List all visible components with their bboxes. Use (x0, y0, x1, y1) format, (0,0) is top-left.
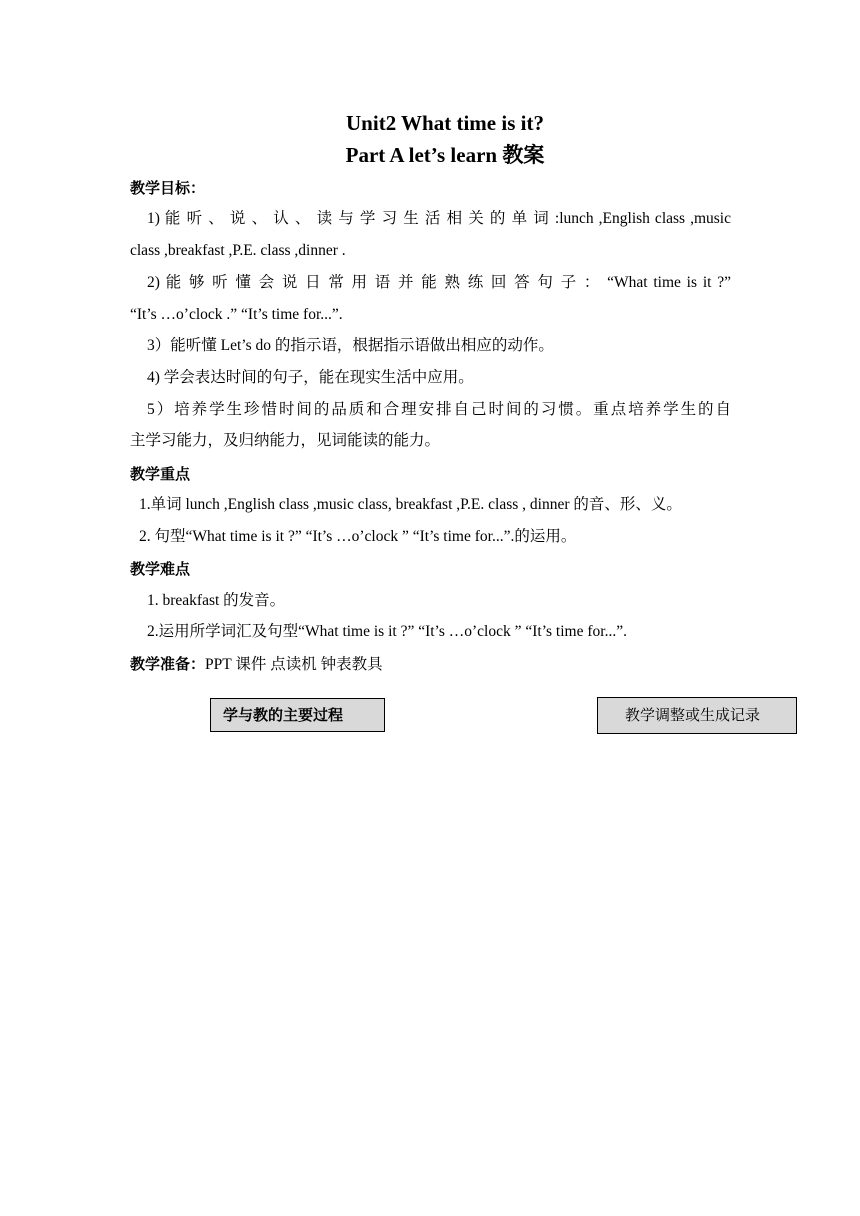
key-point-item-2: 2. 句型“What time is it ?” “It’s …o’clock ” “It’s time for...”.的运用。 (139, 528, 577, 545)
difficulty-item-2: 2.运用所学词汇及句型“What time is it ?” “It’s …o’clock ” “It’s time for...”. (147, 623, 627, 640)
objective-item-5-line-2: 主学习能力，及归纳能力，见词能读的能力。 (130, 432, 441, 449)
objective-item-4: 4) 学会表达时间的句子，能在现实生活中应用。 (147, 369, 474, 386)
key-point-item-1: 1.单词 lunch ,English class ,music class, breakfast ,P.E. class , dinner 的音、形、义。 (139, 496, 682, 513)
process-box: 学与教的主要过程 (210, 698, 385, 732)
preparation-label: 教学准备： (130, 655, 206, 673)
objectives-heading: 教学目标： (130, 179, 206, 197)
difficulty-item-1: 1. breakfast 的发音。 (147, 592, 286, 609)
difficulties-heading: 教学难点 (130, 560, 191, 578)
objective-item-5-line-1: 5）培养学生珍惜时间的品质和合理安排自己时间的习惯。重点培养学生的自 (147, 401, 731, 418)
objective-item-1-line-1: 1) 能 听 、 说 、 认 、 读 与 学 习 生 活 相 关 的 单 词 :lunch ,English class ,music (147, 210, 731, 227)
key-points-heading: 教学重点 (130, 465, 191, 483)
objective-item-2-line-1: 2) 能 够 听 懂 会 说 日 常 用 语 并 能 熟 练 回 答 句 子 ： “What time is it ?” (147, 274, 731, 291)
preparation-value: PPT 课件 点读机 钟表教具 (205, 656, 383, 673)
document-title: Unit2 What time is it? (346, 111, 544, 135)
objective-item-2-line-2: “It’s …o’clock .” “It’s time for...”. (130, 306, 343, 323)
document-subtitle: Part A let’s learn 教案 (345, 143, 545, 167)
objective-item-3: 3）能听懂 Let’s do 的指示语，根据指示语做出相应的动作。 (147, 337, 554, 354)
adjustment-box: 教学调整或生成记录 (597, 697, 797, 734)
objective-item-1-line-2: class ,breakfast ,P.E. class ,dinner . (130, 242, 346, 259)
preparation-line (130, 653, 731, 676)
